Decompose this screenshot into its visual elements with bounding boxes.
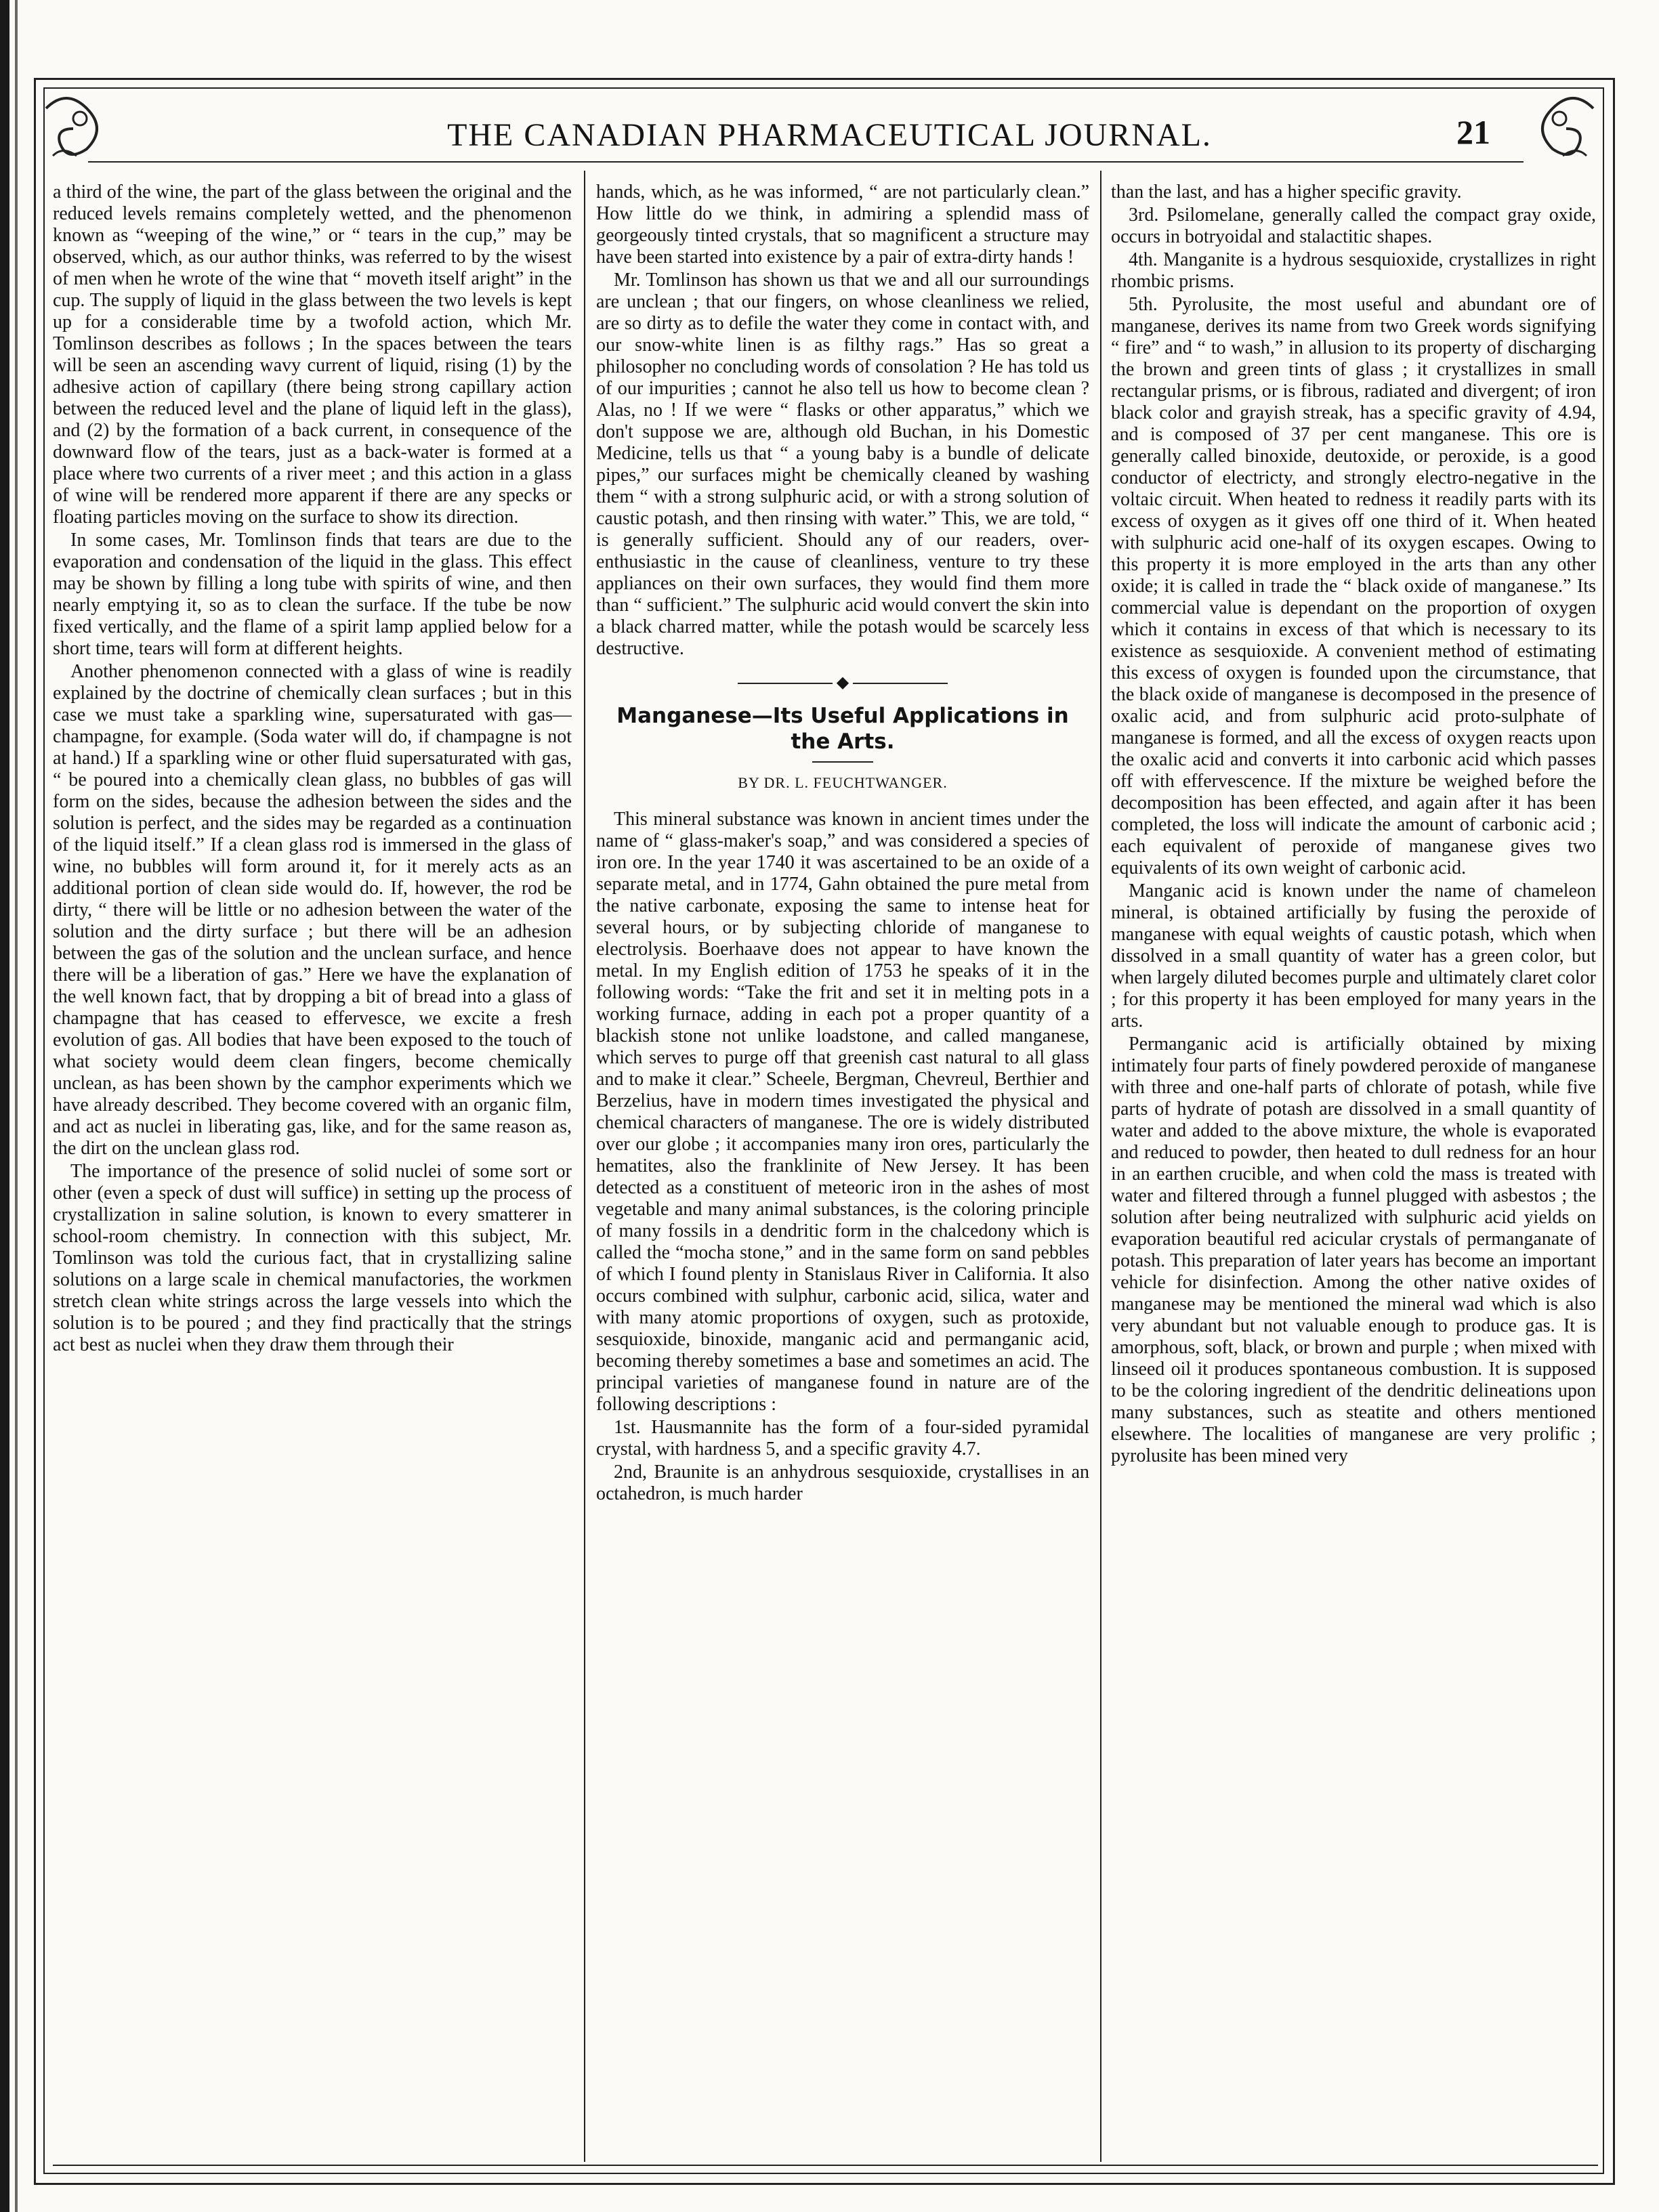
article-byline: BY DR. L. FEUCHTWANGER.	[596, 761, 1089, 794]
paragraph: a third of the wine, the part of the glass between the original and the reduced levels remains completely wetted, and the phenomenon known as “weeping of the wine,” or “ tears in the cup,” may be observed, which, as our author thinks, was referred to by the wisest of men when he wrote of the wine that “ moveth itself aright” in the cup. The supply of liquid in the glass between the two levels is kept up for a considerable time by a twofold action, which Mr. Tomlinson describes as follows ; In the spaces between the tears will be seen an ascending wavy current of liquid, rising (1) by the adhesive action of capillary (there being strong capillary action between the reduced level and the plane of liquid left in the glass), and (2) by the formation of a back current, in consequence of the downward flow of the tears, just as a back-water is formed at a place where two currents of a river meet ; and this action in a glass of wine will be rendered more apparent if there are any specks or floating particles moving on the surface to show its direction.	[53, 182, 572, 528]
column-3	[1111, 182, 1596, 2152]
running-title: THE CANADIAN PHARMACEUTICAL JOURNAL.	[447, 117, 1212, 153]
paragraph: Mr. Tomlinson has shown us that we and all our surroundings are unclean ; that our fingers, on whose cleanliness we relied, are so dirty as to defile the water they come in contact with, and our snow-white linen is as filthy rags.” Has so great a philosopher no concluding words of consolation ? He has told us of our impurities ; cannot he also tell us how to become clean ? Alas, no ! If we were “ flasks or other apparatus,” which we don't suppose we are, although old Buchan, in his Domestic Medicine, tells us that “ a young baby is a bundle of delicate pipes,” our surfaces might be chemically cleaned by washing them “ with a strong sulphuric acid, or with a strong solution of caustic potash, and then rinsing with water.” This, we are told, “ is generally sufficient. Should any of our readers, over-enthusiastic in the cause of cleanliness, venture to try these appliances on their own surfaces, they would find them more than “ sufficient.” The sulphuric acid would convert the skin into a black charred matter, while the potash would be scarcely less destructive.	[596, 270, 1089, 659]
column-divider	[1100, 171, 1101, 2162]
column-1	[53, 182, 572, 2152]
column-divider	[584, 171, 585, 2162]
paragraph: hands, which, as he was informed, “ are not particularly clean.” How little do we think, in admiring a splendid mass of georgeously tinted crystals, that so magnificent a structure may have been started into existence by a pair of extra-dirty hands !	[596, 182, 1089, 268]
paragraph: 1st. Hausmannite has the form of a four-sided pyramidal crystal, with hardness 5, and a specific gravity 4.7.	[596, 1417, 1089, 1460]
header-rule	[88, 161, 1524, 163]
page-number: 21	[1456, 113, 1490, 151]
binding-edge	[0, 0, 9, 2212]
paragraph: 5th. Pyrolusite, the most useful and abundant ore of manganese, derives its name from two Greek words signifying “ fire” and “ to wash,” in allusion to its property of discharging the brown and green tints of glass ; it crystallizes in small rectangular prisms, or is fibrous, radiated and divergent; of iron black color and grayish streak, has a specific gravity of 4.94, and is composed of 37 per cent manganese. This ore is generally called binoxide, deutoxide, or peroxide, is a good conductor of electricty, and strongly electro-negative in the voltaic circuit. When heated to redness it readily parts with its excess of oxygen as it gives off one third of it. When heated with sulphuric acid one-half of its oxygen escapes. Owing to this property it is more employed in the arts than any other oxide; it is called in trade the “ black oxide of manganese.” Its commercial value is dependant on the proportion of oxygen which it contains in excess of that which is necessary to its existence as sesquioxide. A convenient method of estimating this excess of oxygen is founded upon the circumstance, that the black oxide of manganese is decomposed in the presence of oxalic acid, and from sulphuric acid proto-sulphate of manganese is formed, and all the excess of oxygen reacts upon the oxalic acid and converts it into carbonic acid which passes off with effervescence. If the mixture be weighed before the decomposition has been effected, and again after it has been completed, the loss will indicate the amount of carbonic acid ; each equivalent of peroxide of manganese gives two equivalents of its own weight of carbonic acid.	[1111, 294, 1596, 878]
article-title: Manganese—Its Useful Applications in the Arts.	[616, 704, 1069, 754]
paragraph: This mineral substance was known in ancient times under the name of “ glass-maker's soap,” and was considered a species of iron ore. In the year 1740 it was ascertained to be an oxide of a separate metal, and in 1774, Gahn obtained the pure metal from the native carbonate, exposing the same to intense heat for several hours, or by subjecting chloride of manganese to electrolysis. Boerhaave does not appear to have known the metal. In my English edition of 1753 he speaks of it in the following words: “Take the frit and set it in melting pots in a working furnace, adding in each pot a proper quantity of a blackish stone not unlike loadstone, and called manganese, which serves to purge off that greenish cast natural to all glass and to make it clear.” Scheele, Bergman, Chevreul, Berthier and Berzelius, have in modern times investigated the physical and chemical characters of manganese. The ore is widely distributed over our globe ; it accompanies many iron ores, particularly the hematites, also the franklinite of New Jersey. It has been detected as a constituent of meteoric iron in the ashes of most vegetable and many animal substances, is the coloring principle of many fossils in a dendritic form in the chalcedony which is called the “mocha stone,” and in the same form on sand pebbles of which I found plenty in Stanislaus River in California. It also occurs combined with sulphur, carbonic acid, silica, water and with many atomic proportions of oxygen, such as protoxide, sesquioxide, binoxide, manganic acid and permanganic acid, becoming thereby sometimes a base and sometimes an acid. The principal varieties of manganese found in nature are of the following descriptions :	[596, 809, 1089, 1415]
binding-shadow	[15, 0, 18, 2212]
paragraph: In some cases, Mr. Tomlinson finds that tears are due to the evaporation and condensation of the liquid in the glass. This effect may be shown by filling a long tube with spirits of wine, and then nearly emptying it, so as to clean the surface. If the tube be now fixed vertically, and the flame of a spirit lamp applied below for a short time, tears will form at different heights.	[53, 530, 572, 659]
paragraph: Permanganic acid is artificially obtained by mixing intimately four parts of finely powdered peroxide of manganese with three and one-half parts of chlorate of potash, while five parts of hydrate of potash are dissolved in a small quantity of water and added to the above mixture, the whole is evaporated and reduced to powder, then heated to dull redness for an hour in an earthen crucible, and when cold the mass is treated with water and filtered through a funnel plugged with asbestos ; the solution after being neutralized with sulphuric acid yields on evaporation beautiful red acicular crystals of permanganate of potash. This preparation of later years has become an important vehicle for disinfection. Among the other native oxides of manganese may be mentioned the mineral wad which is also very abundant but not valuable enough to produce gas. It is amorphous, soft, black, or brown and purple ; when mixed with linseed oil it produces spontaneous combustion. It is supposed to be the coloring ingredient of the dendritic delineations upon many substances, such as steatite and others mentioned elsewhere. The localities of manganese are very prolific ; pyrolusite has been mined very	[1111, 1034, 1596, 1466]
paragraph: than the last, and has a higher specific gravity.	[1111, 182, 1462, 203]
bottom-rule	[53, 2165, 1598, 2166]
column-2	[596, 182, 1089, 2152]
paragraph: Another phenomenon connected with a glass of wine is readily explained by the doctrine of chemically clean surfaces ; but in this case we must take a sparkling wine, supersaturated with gas—champagne, for example. (Soda water will do, if champagne is not at hand.) If a sparkling wine or other fluid supersaturated with gas, “ be poured into a chemically clean glass, no bubbles of gas will form on the sides, because the adhesion between the sides and the solution is perfect, and the sides may be regarded as a continuation of the liquid itself.” If a clean glass rod is immersed in the glass of wine, no bubbles will form around it, for it merely acts as an additional portion of clean side would do. If, however, the rod be dirty, “ there will be little or no adhesion between the water of the solution and the dirty surface ; but there will be an adhesion between the gas of the solution and the unclean surface, and hence there will be a liberation of gas.” Here we have the explanation of the well known fact, that by dropping a bit of bread into a glass of champagne that has ceased to effervesce, we excite a fresh evolution of gas. All bodies that have been exposed to the touch of what society would deem clean fingers, become chemically unclean, as has been shown by the camphor experiments which we have already described. They become covered with an organic film, and act as nuclei in liberating gas, like, and for the same reason as, the dirt on the unclean glass rod.	[53, 661, 572, 1159]
section-separator: ◆	[596, 672, 1089, 694]
paragraph: 2nd, Braunite is an anhydrous sesquioxide, crystallises in an octahedron, is much harder	[596, 1462, 1089, 1504]
paragraph: 4th. Manganite is a hydrous sesquioxide, crystallizes in right rhombic prisms.	[1111, 249, 1596, 292]
paragraph: Manganic acid is known under the name of chameleon mineral, is obtained artificially by fusing the peroxide of manganese with equal weights of caustic potash, which when dissolved in a small quantity of water has a green color, but when largely diluted becomes purple and ultimately claret color ; for this property it has been employed for many years in the arts.	[1111, 880, 1596, 1031]
paragraph: 3rd. Psilomelane, generally called the compact gray oxide, occurs in botryoidal and stalactitic shapes.	[1111, 205, 1596, 247]
paragraph: The importance of the presence of solid nuclei of some sort or other (even a speck of dust will suffice) in setting up the process of crystallization in saline solution, is known to every smatterer in school-room chemistry. In connection with this subject, Mr. Tomlinson was told the curious fact, that in crystallizing saline solutions on a large scale in chemical manufactories, the workmen stretch clean white strings across the large vessels into which the solution is to be poured ; and they find practically that the strings act best as nuclei when they draw them through their	[53, 1161, 572, 1355]
